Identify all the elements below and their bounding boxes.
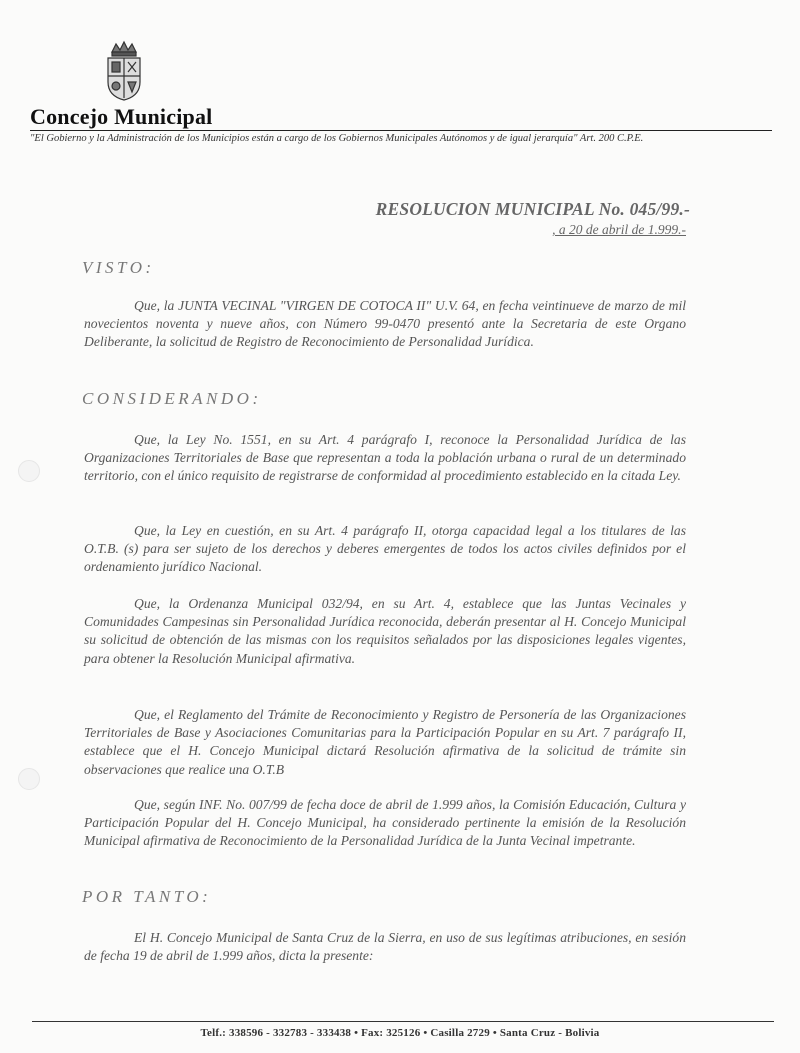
footer-contact: Telf.: 338596 - 332783 - 333438 • Fax: 325126 • Casilla 2729 • Santa Cruz - Bolivia <box>200 1027 600 1039</box>
motto: "El Gobierno y la Administración de los Municipios están a cargo de los Gobiernos Municipales Autónomos y de igual jerarquía" Art. 200 C.P.E. <box>30 133 644 144</box>
paragraph-considerando-1: Que, la Ley No. 1551, en su Art. 4 parágrafo I, reconoce la Personalidad Jurídica de las Organizaciones Territoriales de Base que representan a toda la población urbana o rural de un determinado territorio, con el único requisito de registrarse de conformidad al procedimiento establecido en la citada Ley. <box>84 432 686 484</box>
section-considerando: CONSIDERANDO: <box>82 389 262 408</box>
section-por-tanto: POR TANTO: <box>82 887 212 906</box>
punch-hole <box>18 460 40 482</box>
coat-of-arms-icon <box>102 38 146 102</box>
paragraph-visto-1: Que, la JUNTA VECINAL "VIRGEN DE COTOCA II" U.V. 64, en fecha veintinueve de marzo de mil novecientos noventa y nueve años, con Número 99-0470 presentó ante la Secretaria de este Organo Deliberante, la solicitud de Registro de Reconocimiento de Personalidad Jurídica. <box>84 298 686 350</box>
paragraph-considerando-3: Que, la Ordenanza Municipal 032/94, en su Art. 4, establece que las Juntas Vecinales y Comunidades Campesinas sin Personalidad Jurídica reconocida, deberán presentar al H. Concejo Municipal su solicitud de obtención de las mismas con los requisitos señalados por las disposiciones legales vigentes, para obtener la Resolución Municipal afirmativa. <box>84 596 686 666</box>
paragraph-considerando-2: Que, la Ley en cuestión, en su Art. 4 parágrafo II, otorga capacidad legal a los titulares de las O.T.B. (s) para ser sujeto de los derechos y deberes emergentes de todos los actos civiles definidos por el ordenamiento jurídico Nacional. <box>84 523 686 575</box>
resolution-title: RESOLUCION MUNICIPAL No. 045/99.- <box>375 199 690 219</box>
org-name: Concejo Municipal <box>30 104 213 129</box>
section-visto: VISTO: <box>82 258 155 277</box>
punch-hole <box>18 768 40 790</box>
paragraph-considerando-4: Que, el Reglamento del Trámite de Reconocimiento y Registro de Personería de las Organizaciones Territoriales de Base y Asociaciones Comunitarias para la Participación Popular en su Art. 7 parágrafo II, establece que el H. Concejo Municipal dictará Resolución afirmativa de la solicitud de trámite sin observaciones que realice una O.T.B <box>84 707 686 777</box>
paragraph-considerando-5: Que, según INF. No. 007/99 de fecha doce de abril de 1.999 años, la Comisión Educación, Cultura y Participación Popular del H. Concejo Municipal, ha considerado pertinente la emisión de la Resolución Municipal afirmativa de Reconocimiento de la Personalidad Jurídica de la Junta Vecinal impetrante. <box>84 797 686 849</box>
resolution-date: , a 20 de abril de 1.999.- <box>552 222 686 237</box>
footer-divider <box>32 1021 774 1022</box>
paragraph-por-tanto-1: El H. Concejo Municipal de Santa Cruz de la Sierra, en uso de sus legítimas atribuciones, en sesión de fecha 19 de abril de 1.999 años, dicta la presente: <box>84 930 686 964</box>
header-divider <box>30 130 772 131</box>
